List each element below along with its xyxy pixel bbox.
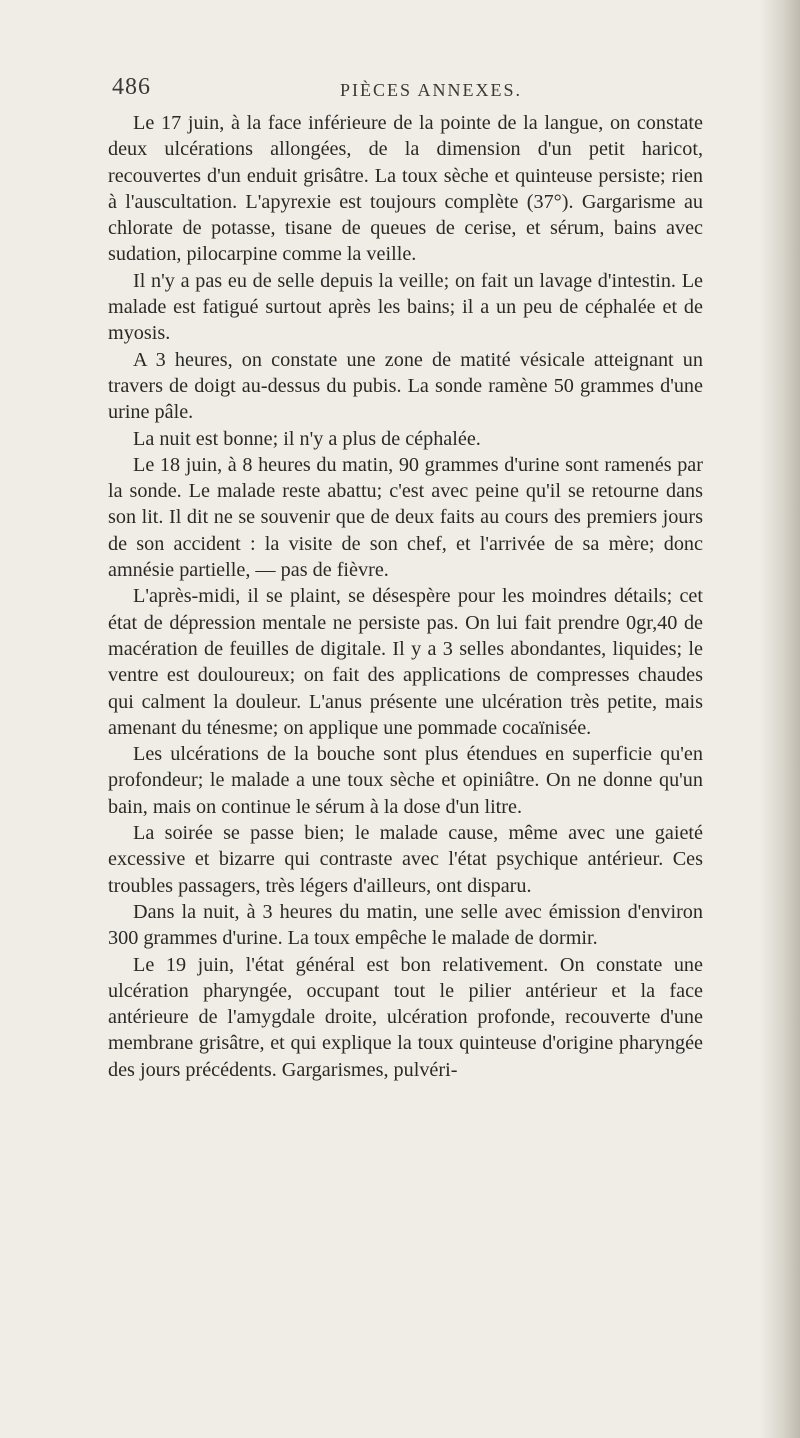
paragraph: Il n'y a pas eu de selle depuis la veille; on fait un lavage d'intestin. Le malade est fatigué surtout après les bains; il a un peu de céphalée et de myosis. [108, 269, 703, 345]
page-edge-shadow [760, 0, 800, 1438]
paragraph: Les ulcérations de la bouche sont plus étendues en superficie qu'en profondeur; le malade a une toux sèche et opiniâtre. On ne donne qu'un bain, mais on continue le sérum à la dose d'un litre. [108, 743, 703, 818]
paragraph: L'après-midi, il se plaint, se désespère pour les moindres détails; cet état de dépression mentale ne persiste pas. On lui fait prendre 0gr,40 de macération de feuilles de digitale. Il y a 3 selles abondantes, liquides; le ventre est douloureux; on fait des applications de compresses chaudes qui calment la douleur. L'anus présente une ulcération très petite, mais amenant du ténesme; on applique une pommade cocaïnisée. [108, 585, 703, 739]
running-head: PIÈCES ANNEXES. [340, 80, 523, 100]
paragraph: La nuit est bonne; il n'y a plus de céphalée. [133, 427, 481, 450]
paragraph: A 3 heures, on constate une zone de matité vésicale atteignant un travers de doigt au-dessus du pubis. La sonde ramène 50 grammes d'une urine pâle. [108, 348, 703, 424]
paragraph: Le 18 juin, à 8 heures du matin, 90 grammes d'urine sont ramenés par la sonde. Le malade reste abattu; c'est avec peine qu'il se retourne dans son lit. Il dit ne se souvenir que de deux faits au cours des premiers jours de son accident : la visite de son chef, et l'arrivée de sa mère; donc amnésie partielle, — pas de fièvre. [108, 453, 703, 582]
paragraph: Le 19 juin, l'état général est bon relativement. On constate une ulcération pharyngée, occupant tout le pilier antérieur et la face antérieure de l'amygdale droite, ulcération profonde, recouverte d'une membrane grisâtre, et qui explique la toux quinteuse d'origine pharyngée des jours précédents. Gargarismes, pulvéri- [108, 953, 703, 1081]
paragraph: Le 17 juin, à la face inférieure de la pointe de la langue, on constate deux ulcérations allongées, de la dimension d'un petit haricot, recouvertes d'un enduit grisâtre. La toux sèche et quinteuse persiste; rien à l'auscultation. L'apyrexie est toujours complète (37°). Gargarisme au chlorate de potasse, tisane de queues de cerise, et sérum, bains avec sudation, pilocarpine comme la veille. [108, 112, 703, 266]
text-body [108, 110, 703, 1083]
paragraph: La soirée se passe bien; le malade cause, même avec une gaieté excessive et bizarre qui contraste avec l'état psychique antérieur. Ces troubles passagers, très légers d'ailleurs, ont disparu. [108, 822, 703, 897]
paragraph: Dans la nuit, à 3 heures du matin, une selle avec émission d'environ 300 grammes d'urine. La toux empêche le malade de dormir. [108, 900, 703, 950]
page-number: 486 [112, 74, 151, 100]
